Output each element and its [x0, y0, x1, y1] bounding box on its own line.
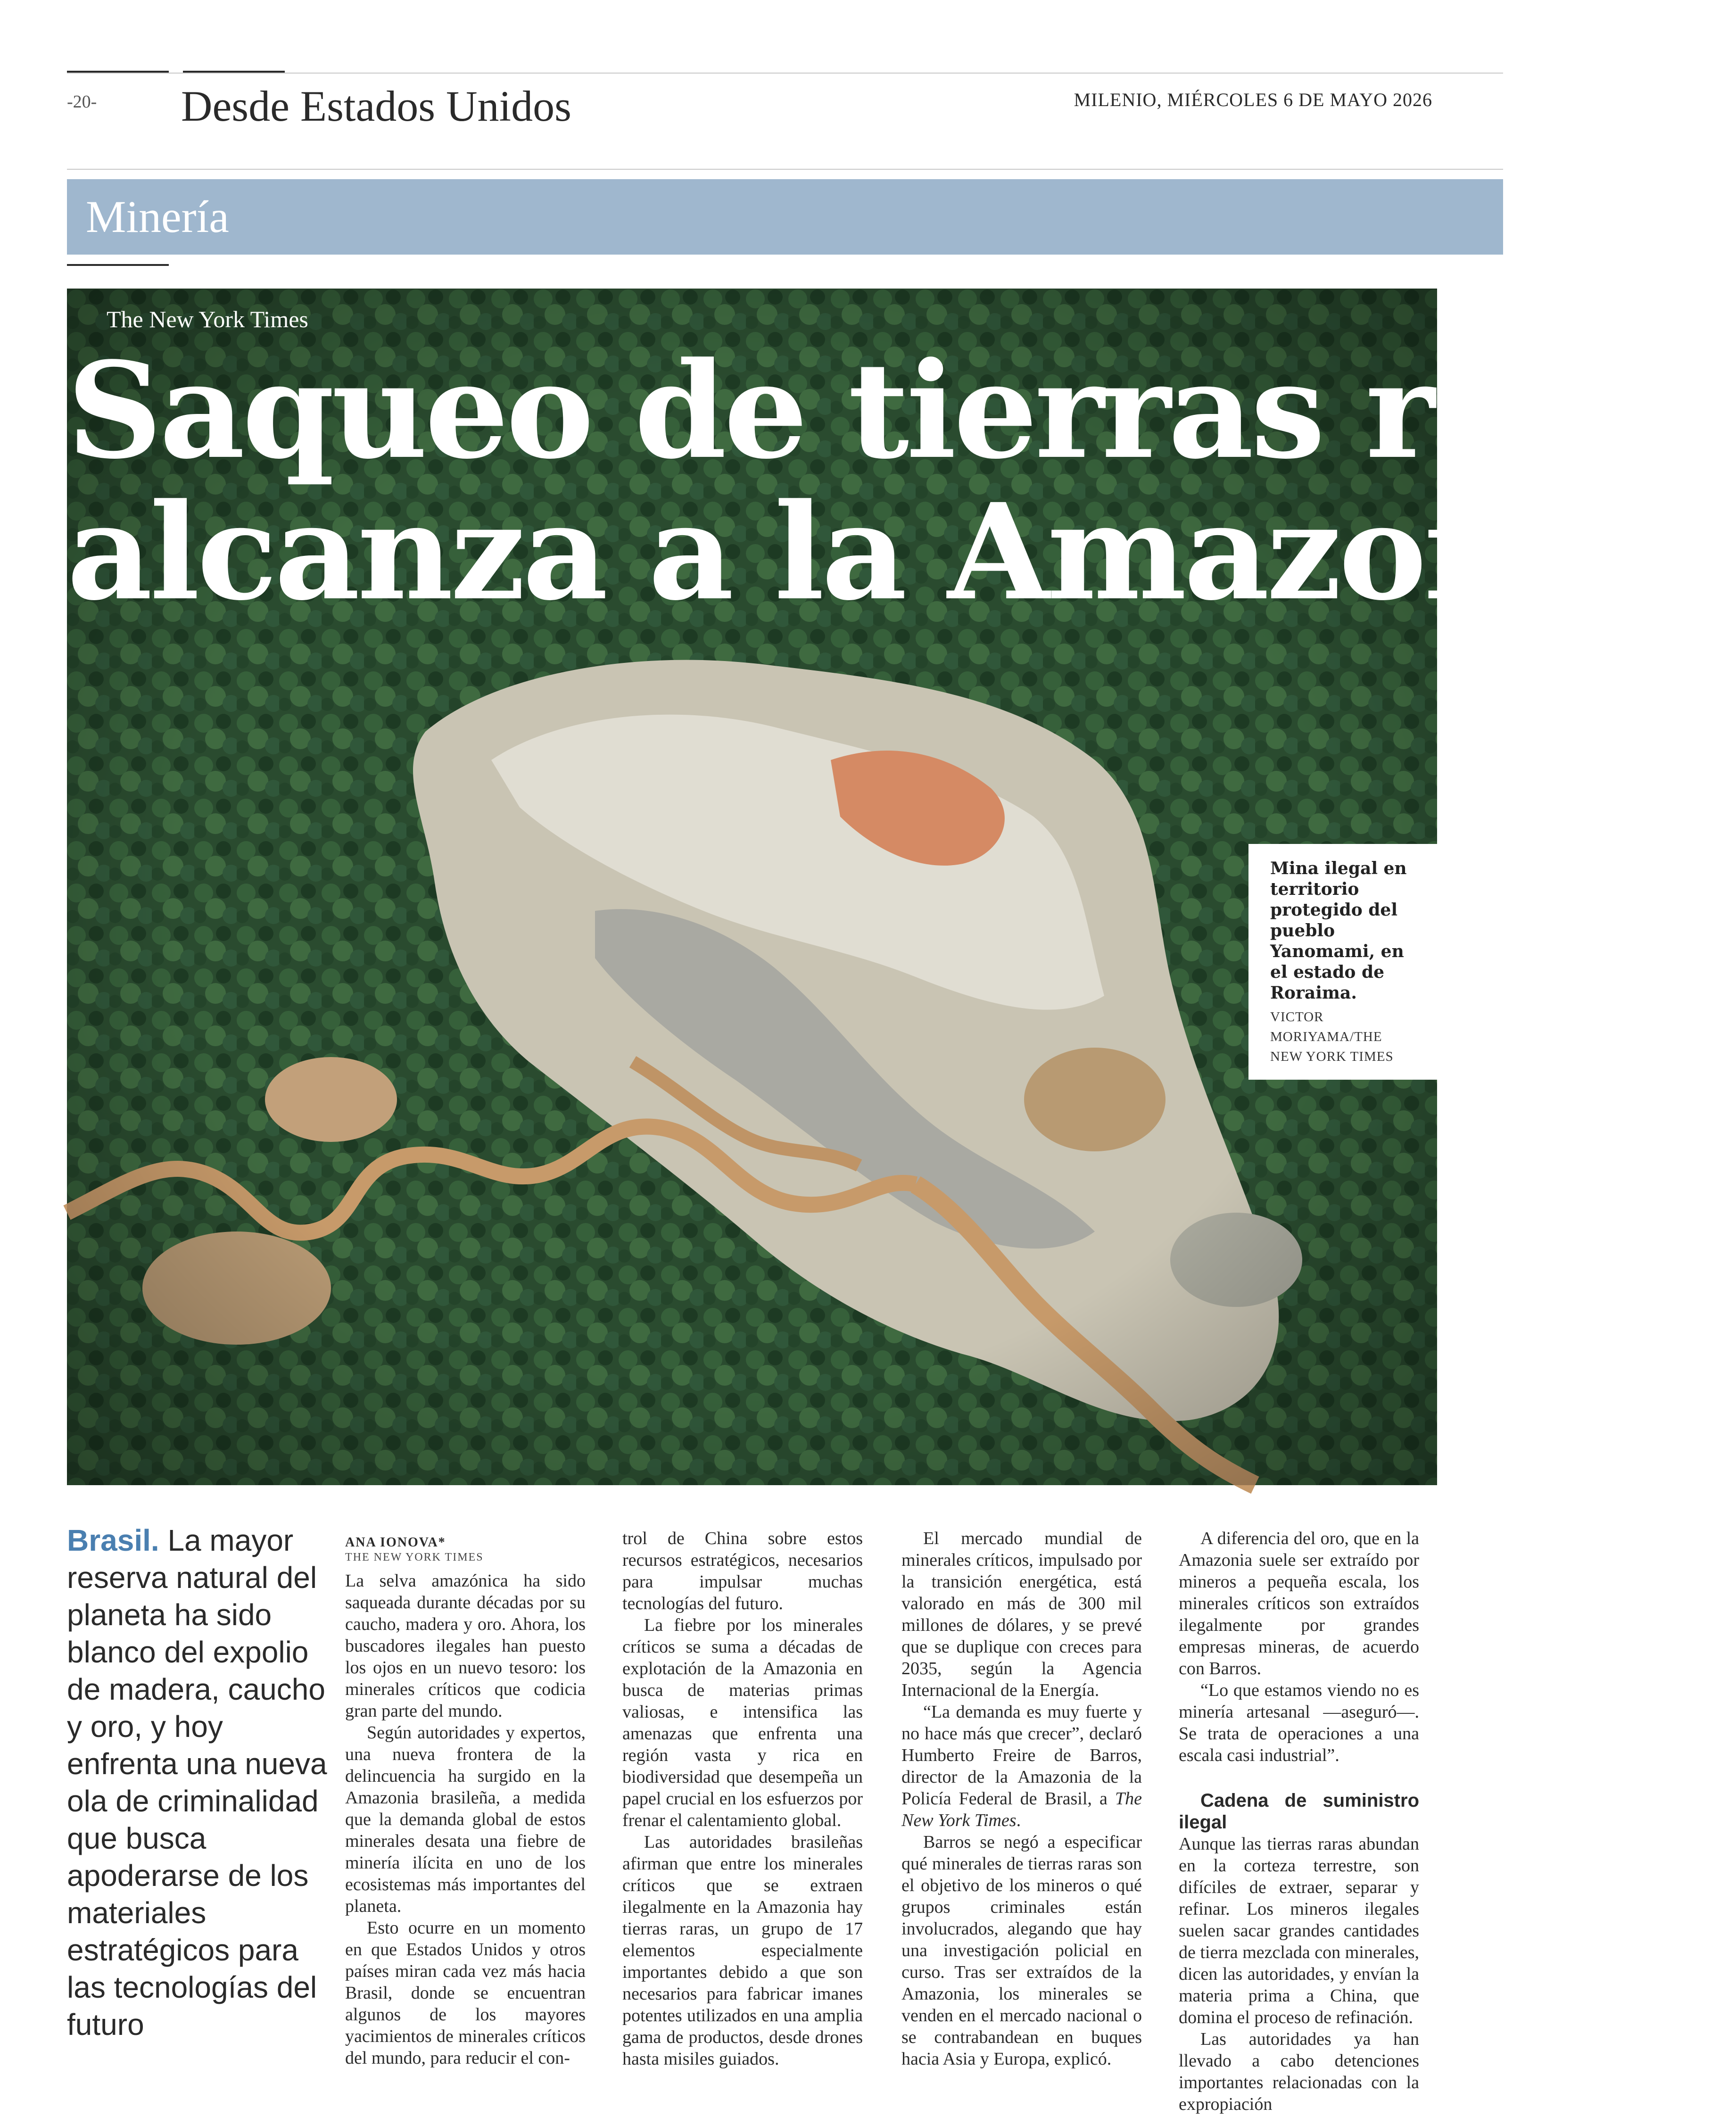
- paragraph: Aunque las tierras raras abundan en la corteza terrestre, son difíciles de extraer, separar y refinar. Los mineros ilegales suelen sacar grandes cantidades de tierra mezclada con minerales, dicen las autoridades, y envían la materia prima a China, que domina el proceso de refinación.: [1179, 1834, 1419, 2027]
- quote-text: “La demanda es muy fuerte y no hace más que crecer”, declaró Humberto Freire de Barros, director de la Amazonia de la Policía Federal de Brasil, a: [901, 1702, 1142, 1809]
- lead-photo: [67, 289, 1736, 1485]
- article-column-1: [345, 1570, 586, 2069]
- article-column-4: [1179, 1528, 1419, 2115]
- paragraph: Según autoridades y expertos, una nueva frontera de la delincuencia ha surgido en la Amazonia brasileña, a medida que la demanda global de estos minerales desata una fiebre de minería ilícita en uno de los ecosistemas más importantes del planeta.: [345, 1723, 586, 1916]
- section-title: Desde Estados Unidos: [181, 82, 571, 130]
- headline-line-1: Saqueo de tierras raras: [67, 333, 1736, 488]
- article-column-3: [901, 1528, 1142, 2070]
- article-column-2: [622, 1528, 863, 2070]
- category-accent-bar: [67, 264, 169, 266]
- lede-text: La mayor reserva natural del planeta ha sido blanco del expolio de madera, caucho y oro, y hoy enfrenta una nueva ola de criminalidad que busca apoderarse de los materiales estratégicos para las tecnologías del futuro: [67, 1523, 327, 2042]
- paragraph: trol de China sobre estos recursos estratégicos, necesarios para impulsar muchas tecnologías del futuro.: [622, 1529, 863, 1613]
- photo-credit: VICTOR MORIYAMA/THE NEW YORK TIMES: [1270, 1009, 1394, 1064]
- headline: [67, 333, 1736, 630]
- paragraph: “La demanda es muy fuerte y no hace más que crecer”, declaró Humberto Freire de Barros, director de la Amazonia de la Policía Federal de Brasil, a The New York Times.: [901, 1702, 1142, 1830]
- paragraph: La selva amazónica ha sido saqueada durante décadas por su caucho, madera y oro. Ahora, los buscadores ilegales han puesto los ojos en un nuevo tesoro: los minerales críticos que codicia gran parte del mundo.: [345, 1571, 586, 1721]
- header-divider: [67, 169, 1503, 170]
- byline: [345, 1535, 484, 1564]
- paragraph: Las autoridades ya han llevado a cabo detenciones importantes relacionadas con la expropiación: [1179, 2029, 1419, 2114]
- category-banner: [67, 179, 1503, 255]
- header-rule: [67, 73, 1503, 74]
- byline-author: ANA IONOVA*: [345, 1535, 446, 1550]
- photo-caption-box: [1248, 844, 1437, 1080]
- category-label: Minería: [86, 191, 229, 242]
- paragraph: La fiebre por los minerales críticos se suma a décadas de explotación de la Amazonia en busca de materias primas valiosas, e intensifica las amenazas que enfrenta una región vasta y rica en biodiversidad que desempeña un papel crucial en los esfuerzos por frenar el calentamiento global.: [622, 1615, 863, 1830]
- photo-source-label: The New York Times: [107, 306, 308, 332]
- paragraph: Barros se negó a especificar qué minerales de tierras raras son el objetivo de los mineros o qué grupos criminales están involucrados, alegando que hay una investigación policial en curso. Tras ser extraídos de la Amazonia, los minerales se venden en el mercado nacional o se contrabandean en buques hacia Asia y Europa, explicó.: [901, 1832, 1142, 2069]
- byline-outlet: THE NEW YORK TIMES: [345, 1551, 484, 1563]
- paragraph: Las autoridades brasileñas afirman que entre los minerales críticos que se extraen ilegalmente en la Amazonia hay tierras raras, un grupo de 17 elementos especialmente importantes debido a que son necesarios para fabricar imanes potentes utilizados en una amplia gama de productos, desde drones hasta misiles guiados.: [622, 1832, 863, 2069]
- paragraph: El mercado mundial de minerales críticos, impulsado por la transición energética, está valorado en más de 300 mil millones de dólares, y se prevé que se duplique con creces para 2035, según la Agencia Internacional de la Energía.: [901, 1529, 1142, 1700]
- paragraph: “Lo que estamos viendo no es minería artesanal —aseguró—. Se trata de operaciones a una escala casi industrial”.: [1179, 1680, 1419, 1765]
- publication-name: The New York Times: [901, 1789, 1142, 1830]
- dateline: MILENIO, MIÉRCOLES 6 DE MAYO 2026: [1074, 89, 1432, 110]
- paragraph: Esto ocurre en un momento en que Estados Unidos y otros países miran cada vez más hacia Brasil, donde se encuentran algunos de los mayores yacimientos de minerales críticos del mundo, para reducir el con-: [345, 1918, 586, 2068]
- page-number: -20-: [67, 92, 97, 112]
- headline-line-2: alcanza a la Amazonia: [67, 475, 1647, 630]
- article-lede: [67, 1522, 331, 2043]
- paragraph: A diferencia del oro, que en la Amazonia suele ser extraído por mineros a pequeña escala, los minerales críticos son extraídos ilegalmente por grandes empresas mineras, de acuerdo con Barros.: [1179, 1529, 1419, 1678]
- photo-caption: Mina ilegal en territorio protegido del pueblo Yanomami, en el estado de Roraima.: [1270, 859, 1407, 1003]
- lede-kicker: Brasil.: [67, 1523, 159, 1557]
- subheading: Cadena de suministro ilegal: [1179, 1790, 1419, 1833]
